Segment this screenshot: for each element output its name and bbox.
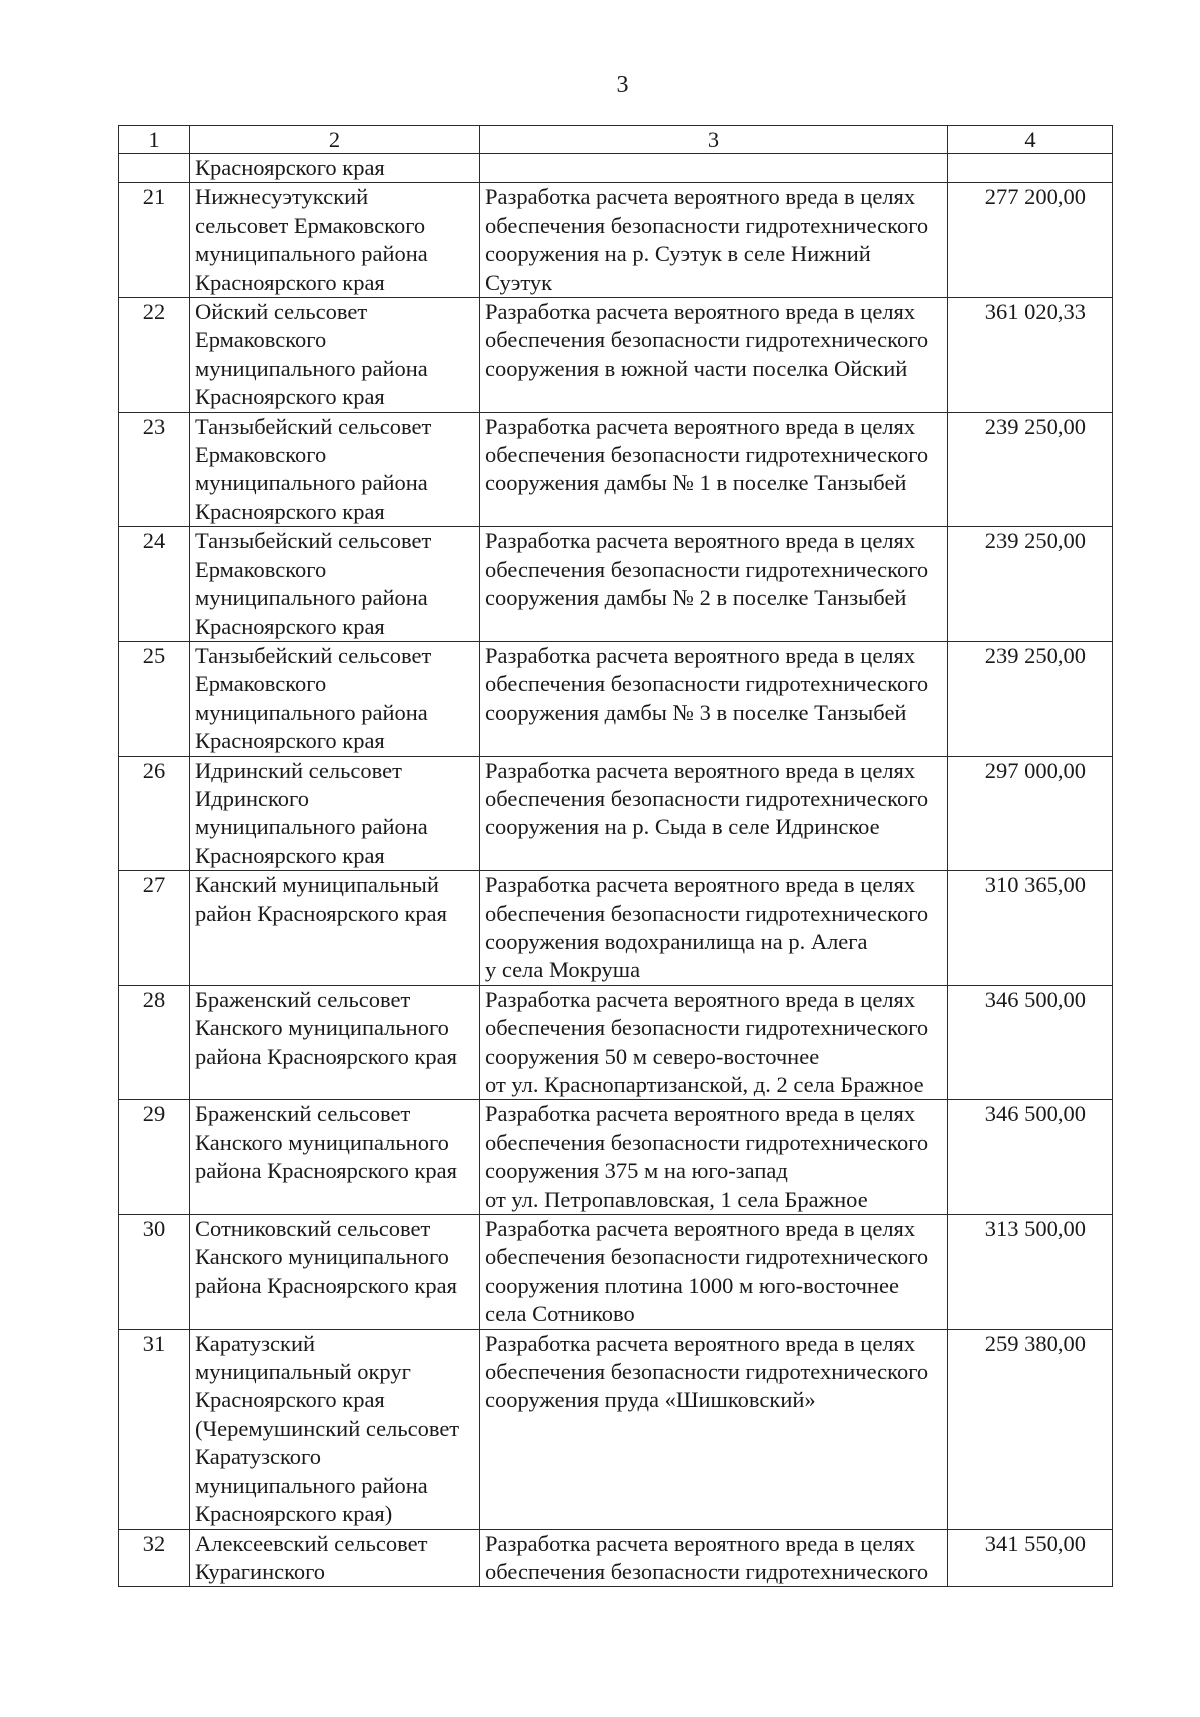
organization-line: муниципального района: [195, 814, 428, 840]
description-line: обеспечения безопасности гидротехнического: [485, 1129, 929, 1155]
row-number-cell: [119, 154, 190, 183]
description-line: села Сотниково: [485, 1301, 635, 1327]
organization-line: Алексеевский сельсовет: [195, 1530, 428, 1556]
description-cell: [480, 412, 948, 527]
table-header-row: [119, 126, 1113, 154]
description-line: Разработка расчета вероятного вреда в целях: [485, 1530, 916, 1556]
organization-line: Красноярского края): [195, 1501, 393, 1527]
organization-line: Канского муниципального: [195, 1129, 449, 1155]
description-line: обеспечения безопасности гидротехнического: [485, 442, 929, 468]
organization-line: Браженский сельсовет: [195, 1101, 411, 1127]
description-line: обеспечения безопасности гидротехнического: [485, 1359, 929, 1385]
amount-cell: 341 550,00: [948, 1529, 1113, 1587]
description-cell: [480, 756, 948, 871]
table-row: [119, 298, 1113, 413]
header-col-3: 3: [480, 126, 948, 154]
organization-line: Каратузский: [195, 1330, 316, 1356]
description-line: от ул. Петропавловская, 1 села Бражное: [485, 1186, 868, 1212]
organization-line: Каратузского: [195, 1444, 321, 1470]
description-cell: [480, 1329, 948, 1529]
row-number-cell: 27: [119, 871, 190, 986]
description-line: сооружения 50 м северо-восточнее: [485, 1043, 820, 1069]
organization-line: муниципального района: [195, 470, 428, 496]
organization-line: муниципального района: [195, 585, 428, 611]
description-cell: [480, 527, 948, 642]
organization-line: Красноярского края: [195, 1387, 385, 1413]
description-line: обеспечения безопасности гидротехнического: [485, 327, 929, 353]
amount-cell: 313 500,00: [948, 1215, 1113, 1330]
organization-line: Сотниковский сельсовет: [195, 1216, 431, 1242]
description-cell: [480, 183, 948, 298]
organization-line: муниципального района: [195, 241, 428, 267]
amount-cell: 259 380,00: [948, 1329, 1113, 1529]
description-line: обеспечения безопасности гидротехнического: [485, 1244, 929, 1270]
description-line: сооружения водохранилища на р. Алега: [485, 928, 868, 954]
description-line: Суэтук: [485, 269, 553, 295]
description-line: Разработка расчета вероятного вреда в целях: [485, 757, 916, 783]
organization-line: Танзыбейский сельсовет: [195, 413, 432, 439]
table-row: [119, 1529, 1113, 1587]
header-col-1: 1: [119, 126, 190, 154]
description-line: сооружения дамбы № 3 в поселке Танзыбей: [485, 699, 907, 725]
row-number-cell: 24: [119, 527, 190, 642]
organization-line: муниципального района: [195, 1472, 428, 1498]
organization-line: Красноярского края: [195, 269, 385, 295]
description-line: от ул. Краснопартизанской, д. 2 села Бражное: [485, 1072, 924, 1097]
description-line: Разработка расчета вероятного вреда в целях: [485, 1330, 916, 1356]
description-line: Разработка расчета вероятного вреда в целях: [485, 986, 916, 1012]
organization-line: района Красноярского края: [195, 1043, 457, 1069]
table-row: [119, 412, 1113, 527]
organization-line: Идринский сельсовет: [195, 757, 402, 783]
description-line: Разработка расчета вероятного вреда в целях: [485, 642, 916, 668]
description-cell: [480, 1215, 948, 1330]
description-line: обеспечения безопасности гидротехнического: [485, 900, 929, 926]
description-cell: [480, 154, 948, 183]
organization-cell: [190, 641, 480, 756]
organization-cell: [190, 298, 480, 413]
amount-cell: 361 020,33: [948, 298, 1113, 413]
description-cell: [480, 641, 948, 756]
amount-cell: 346 500,00: [948, 1100, 1113, 1215]
organization-line: Идринского: [195, 785, 309, 811]
organization-cell: [190, 183, 480, 298]
amount-cell: [948, 154, 1113, 183]
row-number-cell: 23: [119, 412, 190, 527]
organization-line: муниципальный округ: [195, 1359, 411, 1385]
organization-line: муниципального района: [195, 699, 428, 725]
description-line: сооружения на р. Суэтук в селе Нижний: [485, 241, 871, 267]
description-line: сооружения плотина 1000 м юго-восточнее: [485, 1272, 899, 1298]
description-line: Разработка расчета вероятного вреда в целях: [485, 184, 916, 210]
description-line: сооружения 375 м на юго-запад: [485, 1158, 788, 1184]
description-line: Разработка расчета вероятного вреда в целях: [485, 1101, 916, 1127]
organization-line: (Черемушинский сельсовет: [195, 1415, 460, 1441]
description-line: сооружения в южной части поселка Ойский: [485, 355, 908, 381]
row-number-cell: 31: [119, 1329, 190, 1529]
table-row: [119, 183, 1113, 298]
description-line: сооружения дамбы № 1 в поселке Танзыбей: [485, 470, 907, 496]
table-row: [119, 1329, 1113, 1529]
description-line: обеспечения безопасности гидротехнического: [485, 671, 929, 697]
row-number-cell: 21: [119, 183, 190, 298]
row-number-cell: 32: [119, 1529, 190, 1587]
organization-line: Красноярского края: [195, 613, 385, 639]
organization-line: Браженский сельсовет: [195, 986, 411, 1012]
organization-line: Красноярского края: [195, 155, 385, 180]
organization-line: Ермаковского: [195, 671, 327, 697]
organization-line: муниципального района: [195, 355, 428, 381]
table-row: [119, 756, 1113, 871]
row-number-cell: 26: [119, 756, 190, 871]
table-row: [119, 871, 1113, 986]
organization-cell: [190, 527, 480, 642]
organization-line: сельсовет Ермаковского: [195, 212, 426, 238]
description-line: обеспечения безопасности гидротехнического: [485, 785, 929, 811]
description-line: сооружения на р. Сыда в селе Идринское: [485, 814, 880, 840]
table-body: [119, 126, 1113, 1587]
organization-cell: [190, 756, 480, 871]
description-cell: [480, 1529, 948, 1587]
table-row-continuation: [119, 154, 1113, 183]
data-table: [118, 125, 1113, 1587]
organization-line: района Красноярского края: [195, 1158, 457, 1184]
amount-cell: 277 200,00: [948, 183, 1113, 298]
amount-cell: 310 365,00: [948, 871, 1113, 986]
description-line: Разработка расчета вероятного вреда в целях: [485, 528, 916, 554]
organization-line: Ермаковского: [195, 556, 327, 582]
amount-cell: 346 500,00: [948, 985, 1113, 1100]
organization-cell: [190, 985, 480, 1100]
description-line: обеспечения безопасности гидротехнического: [485, 1015, 929, 1041]
table-row: [119, 1215, 1113, 1330]
organization-line: Канский муниципальный: [195, 872, 439, 898]
description-line: Разработка расчета вероятного вреда в целях: [485, 299, 916, 325]
organization-cell: [190, 1529, 480, 1587]
description-cell: [480, 985, 948, 1100]
description-cell: [480, 298, 948, 413]
amount-cell: 239 250,00: [948, 412, 1113, 527]
organization-line: района Красноярского края: [195, 1272, 457, 1298]
organization-line: Канского муниципального: [195, 1015, 449, 1041]
organization-line: Красноярского края: [195, 842, 385, 868]
organization-line: Курагинского: [195, 1558, 326, 1584]
row-number-cell: 29: [119, 1100, 190, 1215]
description-line: обеспечения безопасности гидротехнического: [485, 1558, 929, 1584]
organization-line: Красноярского края: [195, 728, 385, 754]
amount-cell: 297 000,00: [948, 756, 1113, 871]
organization-cell: [190, 871, 480, 986]
amount-cell: 239 250,00: [948, 641, 1113, 756]
table-row: [119, 985, 1113, 1100]
description-line: у села Мокруша: [485, 957, 641, 983]
organization-line: Ойский сельсовет: [195, 299, 368, 325]
header-col-2: 2: [190, 126, 480, 154]
description-line: сооружения дамбы № 2 в поселке Танзыбей: [485, 585, 907, 611]
description-line: Разработка расчета вероятного вреда в целях: [485, 872, 916, 898]
organization-cell: [190, 1100, 480, 1215]
description-line: Разработка расчета вероятного вреда в целях: [485, 1216, 916, 1242]
organization-cell: [190, 412, 480, 527]
organization-cell: [190, 154, 480, 183]
table-row: [119, 1100, 1113, 1215]
amount-cell: 239 250,00: [948, 527, 1113, 642]
organization-line: Красноярского края: [195, 498, 385, 524]
description-cell: [480, 871, 948, 986]
description-line: обеспечения безопасности гидротехнического: [485, 212, 929, 238]
organization-line: Танзыбейский сельсовет: [195, 528, 432, 554]
organization-line: Ермаковского: [195, 327, 327, 353]
description-line: обеспечения безопасности гидротехнического: [485, 556, 929, 582]
organization-cell: [190, 1215, 480, 1330]
description-cell: [480, 1100, 948, 1215]
row-number-cell: 28: [119, 985, 190, 1100]
organization-line: Красноярского края: [195, 384, 385, 410]
row-number-cell: 25: [119, 641, 190, 756]
table-row: [119, 527, 1113, 642]
row-number-cell: 22: [119, 298, 190, 413]
table-row: [119, 641, 1113, 756]
description-line: Разработка расчета вероятного вреда в целях: [485, 413, 916, 439]
organization-line: район Красноярского края: [195, 900, 447, 926]
row-number-cell: 30: [119, 1215, 190, 1330]
organization-cell: [190, 1329, 480, 1529]
organization-line: Танзыбейский сельсовет: [195, 642, 432, 668]
organization-line: Нижнесуэтукский: [195, 184, 369, 210]
page-number: 3: [616, 72, 629, 98]
description-line: сооружения пруда «Шишковский»: [485, 1387, 816, 1413]
organization-line: Канского муниципального: [195, 1244, 449, 1270]
header-col-4: 4: [948, 126, 1113, 154]
organization-line: Ермаковского: [195, 442, 327, 468]
